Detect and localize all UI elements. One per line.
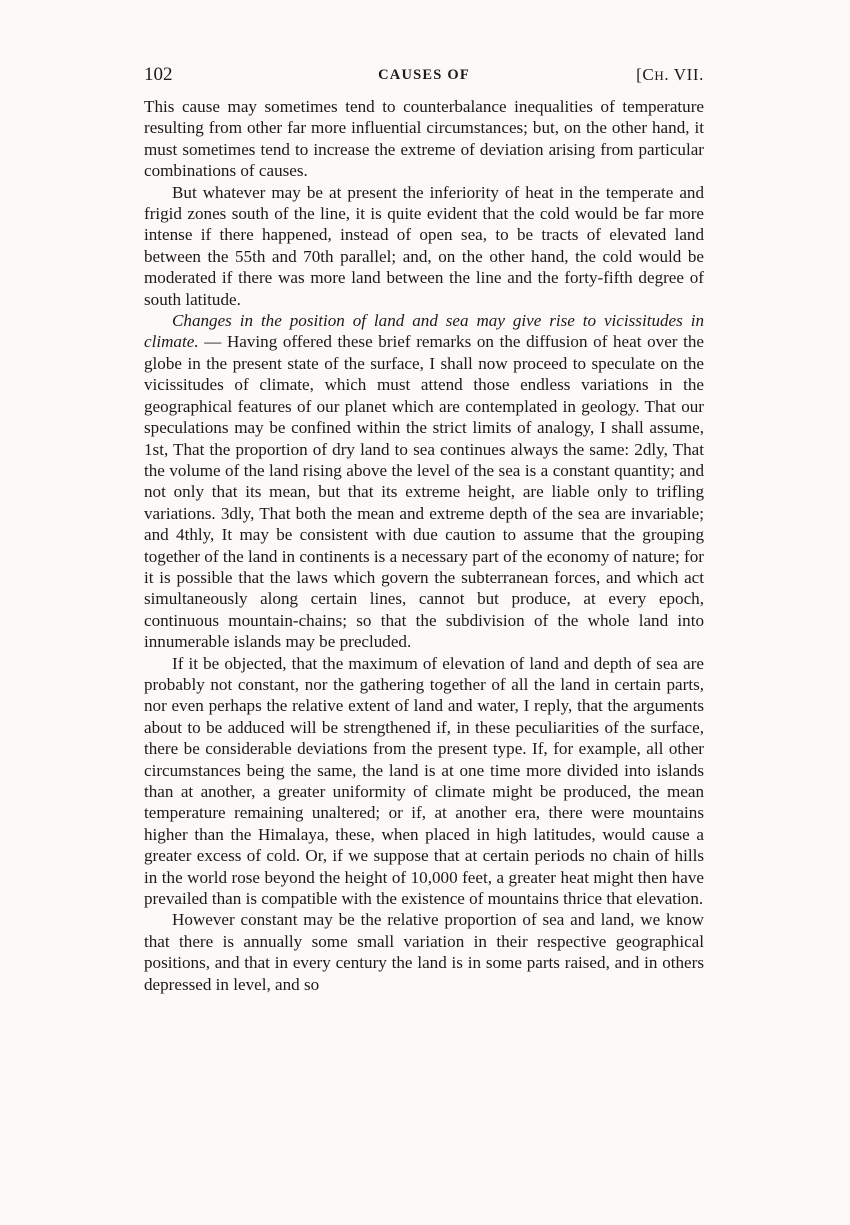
chapter-suffix: . VII. xyxy=(664,65,704,84)
book-page xyxy=(144,62,704,995)
chapter-prefix: [C xyxy=(636,65,655,84)
page-number: 102 xyxy=(144,64,173,85)
paragraph: If it be objected, that the maximum of elevation of land and depth of sea are probably not constant, nor the gathering together of all the land in certain parts, nor even perhaps the relative extent of land and water, I reply, that the arguments about to be adduced will be strengthened if, in these peculiarities of the surface, there be considerable deviations from the present type. If, for example, all other circumstances being the same, the land is at one time more divided into islands than at another, a greater uniformity of climate might be produced, the mean temperature remaining unaltered; or if, at another era, there were mountains higher than the Himalaya, these, when placed in high latitudes, would cause a greater excess of cold. Or, if we suppose that at certain periods no chain of hills in the world rose beyond the height of 10,000 feet, a greater heat might then have prevailed than is compatible with the existence of mountains thrice that elevation. xyxy=(144,653,704,909)
running-title: CAUSES OF xyxy=(378,67,470,83)
section-paragraph xyxy=(144,310,704,653)
paragraph: But whatever may be at present the inferiority of heat in the temperate and frigid zones south of the line, it is quite evident that the cold would be far more intense if there happened, instead of open sea, to be tracts of elevated land between the 55th and 70th parallel; and, on the other hand, the cold would be moderated if there was more land between the line and the forty-fifth degree of south latitude. xyxy=(144,182,704,309)
paragraph: However constant may be the relative proportion of sea and land, we know that there is annually some small variation in their respective geographical positions, and that in every century the land is in some parts raised, and in others depressed in level, and so xyxy=(144,910,704,994)
section-heading: Changes in the position of land and sea may give rise to vicissitudes in climate. xyxy=(144,311,704,352)
chapter-smallcaps: H xyxy=(654,68,665,83)
paragraph: This cause may sometimes tend to counterbalance inequalities of temperature resulting from other far more influential circumstances; but, on the other hand, it must sometimes tend to increase the extreme of deviation arising from particular combinations of causes. xyxy=(144,97,704,181)
chapter-marker xyxy=(636,62,704,89)
body-text xyxy=(144,96,704,995)
section-text: — Having offered these brief remarks on the diffusion of heat over the globe in the present state of the surface, I shall now proceed to speculate on the vicissitudes of climate, which must attend those endless variations in the geographical features of our planet which are contemplated in geology. That our speculations may be confined within the strict limits of analogy, I shall assume, 1st, That the proportion of dry land to sea continues always the same: 2dly, That the volume of the land rising above the level of the sea is a constant quantity; and not only that its mean, but that its extreme height, are liable only to trifling variations. 3dly, That both the mean and extreme depth of the sea are invariable; and 4thly, It may be consistent with due caution to assume that the grouping together of the land in continents is a necessary part of the economy of nature; for it is possible that the laws which govern the subterranean forces, and which act simultaneously along certain lines, cannot but produce, at every epoch, continuous mountain-chains; so that the subdivision of the whole land into innumerable islands may be precluded. xyxy=(144,332,704,652)
running-head xyxy=(144,62,704,88)
